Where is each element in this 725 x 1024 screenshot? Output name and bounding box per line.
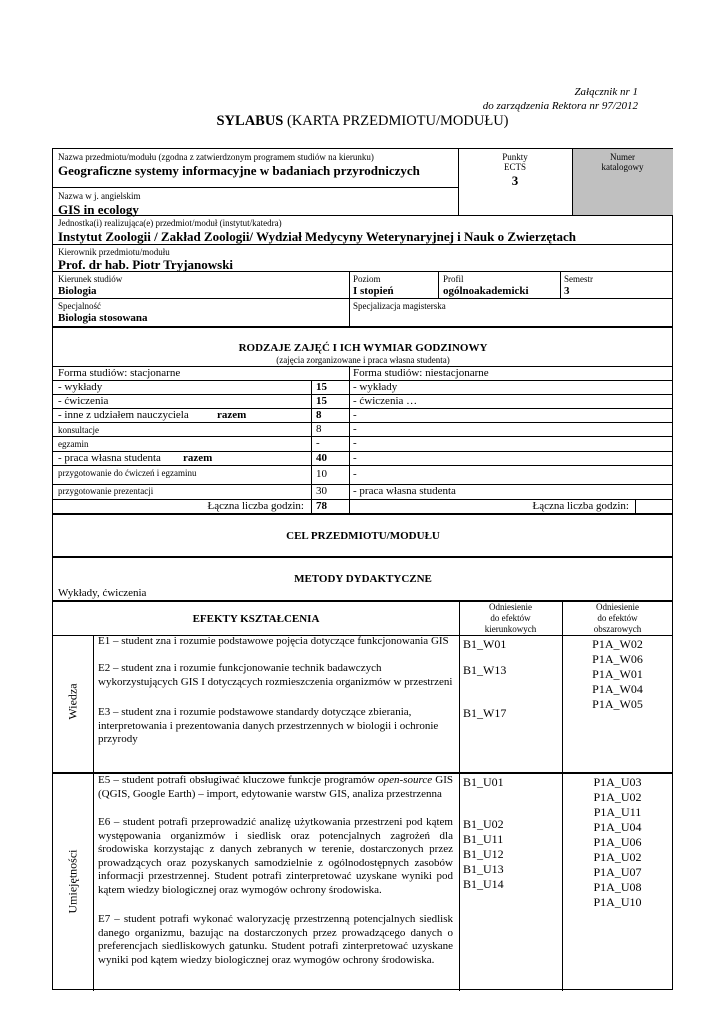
hours-row-label: przygotowanie do ćwiczeń i egzaminu — [58, 468, 197, 478]
knowledge-area-code: P1A_W01 — [592, 667, 643, 681]
level-label: Poziom — [353, 274, 381, 284]
unit-label: Jednostka(i) realizująca(e) przedmiot/moduł (instytut/katedra) — [58, 218, 282, 228]
skills-field-code: B1_U02 — [463, 817, 504, 831]
profile-label: Profil — [443, 274, 464, 284]
knowledge-area-code: P1A_W04 — [592, 682, 643, 696]
hours-row-value: 8 — [316, 423, 322, 435]
skills-area-code: P1A_U10 — [593, 895, 642, 909]
title-rest: (KARTA PRZEDMIOTU/MODUŁU) — [287, 113, 509, 129]
skills-field-code: B1_U13 — [463, 862, 504, 876]
semester: 3 — [564, 285, 570, 297]
knowledge-e3: E3 – student zna i rozumie podstawowe standardy dotyczące zbierania, interpretowania i prezentowania danych przestrzennych w biologii i ochronie przyrody — [98, 706, 439, 745]
master-label: Specjalizacja magisterska — [353, 301, 446, 311]
skills-area-code: P1A_U08 — [593, 880, 642, 894]
ects-label-2: ECTS — [503, 162, 526, 172]
ects-value: 3 — [511, 173, 519, 188]
unit: Instytut Zoologii / Zakład Zoologii/ Wydział Medycyny Weterynaryjnej i Nauk o Zwierzętach — [58, 229, 576, 244]
skills-area-code: P1A_U07 — [593, 865, 642, 879]
hours-row-value: 40 — [316, 452, 327, 464]
knowledge-area-code: P1A_W06 — [592, 652, 643, 666]
hours-row-pt: - — [353, 437, 357, 449]
knowledge-e1: E1 – student zna i rozumie podstawowe pojęcia dotyczące funkcjonowania GIS — [98, 635, 449, 647]
col-field-1: Odniesienie — [489, 602, 532, 612]
course-name-label: Nazwa przedmiotu/modułu (zgodna z zatwierdzonym programem studiów na kierunku) — [58, 152, 374, 162]
total-value: 78 — [316, 500, 327, 512]
col-field-3: kierunkowych — [484, 624, 537, 634]
knowledge-area-code: P1A_W02 — [592, 637, 643, 651]
field-label: Kierunek studiów — [58, 274, 123, 284]
head-label: Kierownik przedmiotu/modułu — [58, 247, 170, 257]
hours-row-value: 10 — [316, 468, 327, 480]
knowledge-label: Wiedza — [65, 683, 80, 720]
specialty: Biologia stosowana — [58, 312, 148, 324]
hours-row-pt: - — [353, 423, 357, 435]
skills-area-code: P1A_U04 — [593, 820, 642, 834]
level: I stopień — [353, 285, 394, 297]
full-time-label: Forma studiów: stacjonarne — [58, 367, 181, 379]
effects-title: EFEKTY KSZTAŁCENIA — [192, 613, 320, 625]
catalog-label-2: katalogowy — [601, 162, 644, 172]
hours-row-value: 15 — [316, 395, 327, 407]
skills-area-code: P1A_U06 — [593, 835, 642, 849]
skills-area-code: P1A_U11 — [593, 805, 642, 819]
col-field-2: do efektów — [490, 613, 531, 623]
field: Biologia — [58, 285, 97, 297]
ects-label-1: Punkty — [502, 152, 528, 162]
hours-row-value: 15 — [316, 381, 327, 393]
skills-area-code: P1A_U02 — [593, 850, 642, 864]
knowledge-field-code: B1_W17 — [463, 706, 507, 720]
hours-row-label: - ćwiczenia — [58, 395, 109, 407]
hours-row-label: - praca własna studenta — [58, 452, 161, 464]
profile: ogólnoakademicki — [443, 285, 529, 297]
e5-start: E5 – student potrafi obsługiwać kluczowe funkcje programów — [98, 774, 379, 786]
skills-e6: E6 – student potrafi przeprowadzić analizę użytkowania przestrzeni pod kątem występowania organizmów i siedlisk oraz potencjalnych zagrożeń dla środowiska korzystając z danych zebranych w terenie, dostarczonych przez prowadzących oraz pozyskanych samodzielnie z ogólnodostępnych zasobów informacji przestrzennej. Student potrafi zinterpretować uzyskane wyniki pod kątem wiedzy biologicznej oraz wymogów ochrony środowiska. — [98, 816, 453, 896]
hours-row-pt: - — [353, 409, 357, 421]
hours-row-label: konsultacje — [58, 425, 99, 435]
skills-field-code: B1_U14 — [463, 877, 504, 891]
hours-row-extra: razem — [183, 452, 213, 464]
title-bold: SYLABUS — [216, 113, 284, 129]
order-note: do zarządzenia Rektora nr 97/2012 — [482, 100, 638, 112]
attachment-note: Załącznik nr 1 — [574, 86, 638, 98]
hours-subtitle: (zajęcia zorganizowane i praca własna studenta) — [276, 355, 450, 365]
part-time-label: Forma studiów: niestacjonarne — [353, 367, 489, 379]
hours-row-value: - — [316, 437, 320, 449]
methods-text: Wykłady, ćwiczenia — [58, 587, 147, 599]
skills-e7: E7 – student potrafi wykonać waloryzację przestrzenną potencjalnych siedlisk danego organizmu, bazując na dostarczonych przez prowadzącego danych o preferencjach siedliskowych gatunku. Student potrafi zinterpretować uzyskane wyniki pod kątem wiedzy biologicznej oraz wymogów ochrony środowiska. — [98, 913, 453, 966]
hours-row-extra: razem — [217, 409, 247, 421]
skills-area-code: P1A_U03 — [593, 775, 642, 789]
english-name-label: Nazwa w j. angielskim — [58, 191, 141, 201]
hours-title: RODZAJE ZAJĘĆ I ICH WYMIAR GODZINOWY — [238, 342, 488, 354]
hours-row-pt: - — [353, 452, 357, 464]
hours-row-pt: - — [353, 468, 357, 480]
col-area-3: obszarowych — [593, 624, 642, 634]
skills-field-code: B1_U01 — [463, 775, 504, 789]
hours-row-label: - wykłady — [58, 381, 103, 393]
syllabus-table — [52, 148, 673, 990]
course-name: Geograficzne systemy informacyjne w badaniach przyrodniczych — [58, 163, 420, 178]
knowledge-e2: E2 – student zna i rozumie funkcjonowanie technik badawczych wykorzystujących GIS I dotyczących rozmieszczenia organizmów w przestrzeni — [98, 662, 453, 688]
skills-e5 — [98, 774, 453, 801]
knowledge-area-code: P1A_W05 — [592, 697, 643, 711]
total-label: Łączna liczba godzin: — [207, 500, 304, 512]
catalog-label-1: Numer — [610, 152, 635, 162]
col-area-1: Odniesienie — [596, 602, 639, 612]
skills-area-code: P1A_U02 — [593, 790, 642, 804]
specialty-label: Specjalność — [58, 301, 101, 311]
hours-row-label: - inne z udziałem nauczyciela — [58, 409, 189, 421]
semester-label: Semestr — [564, 274, 593, 284]
hours-row-value: 30 — [316, 485, 327, 497]
e5-italic: open-source — [378, 774, 433, 786]
knowledge-field-code: B1_W01 — [463, 637, 507, 651]
col-area-2: do efektów — [597, 613, 638, 623]
page-title — [0, 113, 725, 130]
skills-field-code: B1_U12 — [463, 847, 504, 861]
hours-row-pt: - wykłady — [353, 381, 398, 393]
knowledge-field-code: B1_W13 — [463, 663, 507, 677]
skills-field-code: B1_U11 — [463, 832, 504, 846]
hours-row-label: przygotowanie prezentacji — [58, 486, 154, 496]
skills-label: Umiejętności — [65, 849, 80, 914]
methods-title: METODY DYDAKTYCZNE — [294, 573, 432, 585]
english-name: GIS in ecology — [58, 202, 139, 217]
course-head: Prof. dr hab. Piotr Tryjanowski — [58, 257, 234, 272]
hours-row-pt: - ćwiczenia … — [353, 395, 418, 407]
goal-title: CEL PRZEDMIOTU/MODUŁU — [286, 530, 440, 542]
total-pt-label: Łączna liczba godzin: — [532, 500, 629, 512]
e5-end: GIS (QGIS, Google Earth) – import, edytowanie warstw GIS, analiza przestrzenna — [98, 774, 453, 800]
hours-row-value: 8 — [316, 409, 322, 421]
hours-row-label: egzamin — [58, 439, 89, 449]
hours-row-pt: - praca własna studenta — [353, 485, 456, 497]
